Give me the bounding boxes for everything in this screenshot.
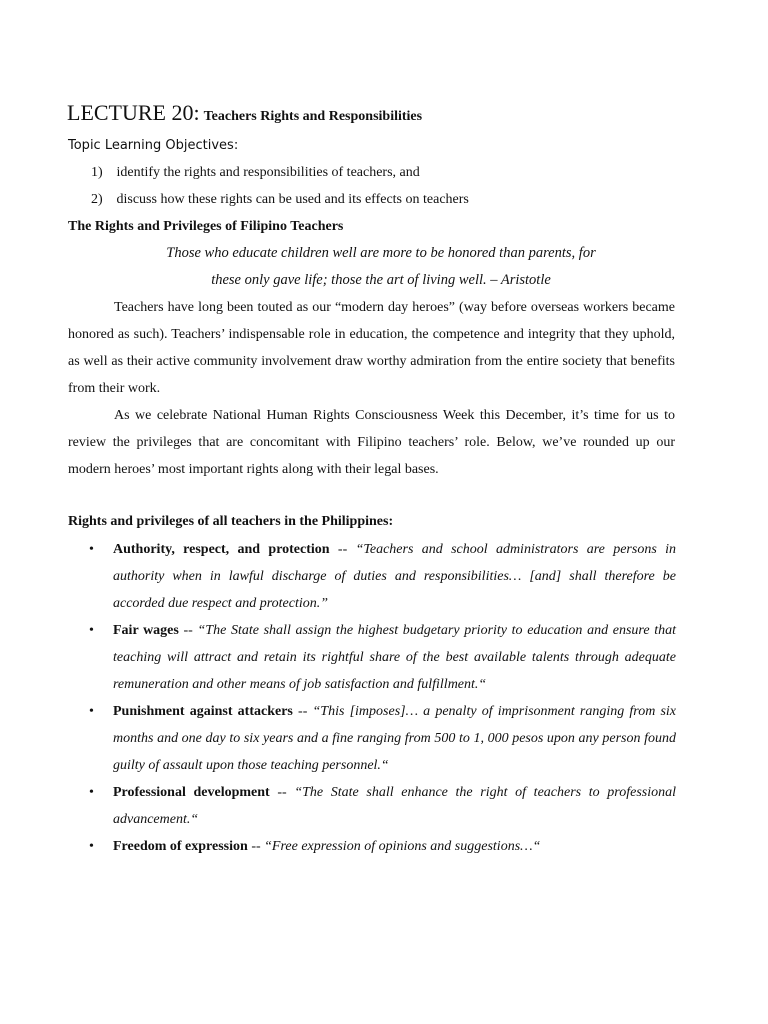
list-item [68,779,676,833]
right-quote: “Teachers and school administrators are persons in authority when in lawful discharge of duties and responsibilities… [and] shall therefore be accorded due respect and protection.” [113,542,676,611]
bullet-icon: • [89,704,94,719]
list-item [68,617,676,698]
objectives-label: Topic Learning Objectives: [68,138,239,153]
separator: -- [269,785,295,800]
separator: -- [329,542,356,557]
right-quote: “The State shall enhance the right of teachers to professional advancement.“ [113,785,676,827]
lecture-title: Teachers Rights and Responsibilities [203,109,423,124]
paragraph-celebration [68,402,675,483]
right-label: Professional development [113,785,270,800]
right-quote: “This [imposes]… a penalty of imprisonment ranging from six months and one day to six years and a fine ranging from 500 to 1, 000 pesos upon any person found guilty of assault upon those teaching personnel.“ [113,704,677,773]
quote-line-2: these only gave life; those the art of living well. – Aristotle [211,272,551,288]
paragraph-intro [68,294,675,402]
bullet-icon: • [89,623,94,638]
objective-text: identify the rights and responsibilities of teachers, and [116,165,420,180]
list-item [68,833,676,860]
rights-list [68,536,676,860]
bullet-icon: • [89,542,94,557]
objective-text: discuss how these rights can be used and its effects on teachers [116,192,469,207]
right-quote: “Free expression of opinions and suggestions…“ [264,839,541,854]
list-item [68,536,676,617]
bullet-icon: • [89,785,94,800]
section-title-rights-list: Rights and privileges of all teachers in the Philippines: [68,514,394,529]
separator: -- [247,839,265,854]
objective-number: 1) [91,165,103,180]
list-item [68,698,676,779]
separator: -- [292,704,313,719]
right-label: Freedom of expression [113,839,248,854]
bullet-icon: • [89,839,94,854]
right-label: Punishment against attackers [113,704,293,719]
lecture-heading [67,100,422,126]
lecture-number: LECTURE 20: [67,100,200,125]
right-label: Fair wages [113,623,179,638]
right-label: Authority, respect, and protection [113,542,330,557]
paragraph-text: Teachers have long been touted as our “modern day heroes” (way before overseas workers became honored as such). Teachers’ indispensable role in education, the competence and integrity that they uphold, as well as their active community involvement draw worthy admiration from the entire society that benefits from their work. [68,300,675,396]
separator: -- [178,623,198,638]
quote-line-1: Those who educate children well are more to be honored than parents, for [166,245,596,261]
objective-number: 2) [91,192,103,207]
right-quote: “The State shall assign the highest budgetary priority to education and ensure that teaching will attract and retain its rightful share of the best available talents through adequate remuneration and other means of job satisfaction and fulfillment.“ [113,623,676,692]
objective-item [91,192,469,208]
paragraph-text: As we celebrate National Human Rights Consciousness Week this December, it’s time for us to review the privileges that are concomitant with Filipino teachers’ role. Below, we’ve rounded up our modern heroes’ most important rights along with their legal bases. [68,408,675,477]
section-title-rights-privileges: The Rights and Privileges of Filipino Teachers [68,219,344,234]
objective-item [91,165,420,181]
